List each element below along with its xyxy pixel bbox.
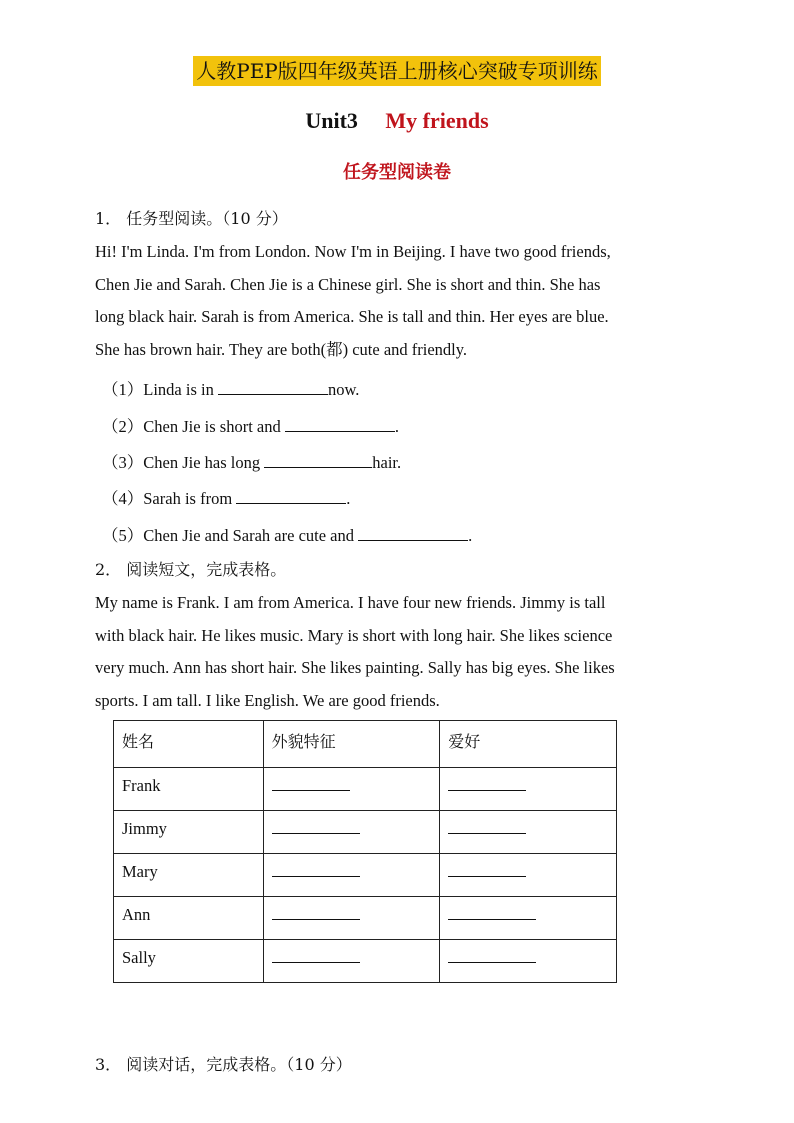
unit-label: Unit3 (305, 108, 358, 133)
question-1-passage (95, 236, 695, 366)
answer-blank[interactable] (448, 790, 526, 791)
table-row (114, 854, 617, 897)
hobby-cell[interactable] (440, 897, 617, 940)
answer-blank[interactable] (448, 876, 526, 877)
passage-line: with black hair. He likes music. Mary is short with long hair. She likes science (95, 625, 613, 645)
answer-blank[interactable] (218, 380, 328, 395)
row-name: Ann (114, 897, 264, 940)
appearance-cell[interactable] (263, 897, 440, 940)
answer-blank[interactable] (448, 919, 536, 920)
hobby-cell[interactable] (440, 811, 617, 854)
appearance-cell[interactable] (263, 811, 440, 854)
item-text: （1）Linda is in (102, 380, 218, 399)
answer-blank[interactable] (272, 962, 360, 963)
question-1-item-3 (102, 449, 401, 473)
page-title-text: 人教PEP版四年级英语上册核心突破专项训练 (193, 56, 601, 86)
appearance-cell[interactable] (263, 768, 440, 811)
passage-line: Hi! I'm Linda. I'm from London. Now I'm in Beijing. I have two good friends, (95, 242, 611, 261)
answer-blank[interactable] (236, 489, 346, 504)
header-name: 姓名 (114, 721, 264, 768)
answer-blank[interactable] (272, 919, 360, 920)
hobby-cell[interactable] (440, 768, 617, 811)
item-text: . (346, 489, 351, 508)
item-text: . (394, 417, 399, 436)
item-text: （3）Chen Jie has long (102, 453, 265, 472)
item-text: . (468, 526, 473, 545)
answer-table (113, 720, 617, 983)
item-text: hair. (372, 453, 402, 472)
unit-topic: My friends (385, 108, 489, 133)
row-name: Mary (114, 854, 264, 897)
appearance-cell[interactable] (263, 854, 440, 897)
section-subtitle: 任务型阅读卷 (343, 162, 451, 183)
table-row (114, 768, 617, 811)
header-hobby: 爱好 (440, 721, 617, 768)
passage-line: sports. I am tall. I like English. We are good friends. (95, 690, 440, 710)
item-text: （4）Sarah is from (102, 489, 237, 508)
question-1-item-5 (102, 522, 472, 546)
row-name: Jimmy (114, 811, 264, 854)
item-text: now. (327, 380, 360, 399)
passage-line: very much. Ann has short hair. She likes painting. Sally has big eyes. She likes (95, 658, 615, 677)
question-2-heading: 2． 阅读短文，完成表格。 (95, 560, 287, 579)
header-appearance: 外貌特征 (263, 721, 440, 768)
unit-title (0, 108, 794, 134)
passage-line: Chen Jie and Sarah. Chen Jie is a Chinese girl. She is short and thin. She has (95, 274, 601, 294)
hobby-cell[interactable] (440, 854, 617, 897)
item-text: （2）Chen Jie is short and (102, 417, 285, 436)
table-header-row (114, 721, 617, 768)
passage-line: She has brown hair. They are both(都) cute and friendly. (95, 339, 468, 359)
answer-blank[interactable] (272, 790, 350, 791)
question-1-item-2 (102, 413, 399, 437)
passage-line: My name is Frank. I am from America. I have four new friends. Jimmy is tall (95, 593, 606, 612)
question-3-heading: 3． 阅读对话，完成表格。（10 分） (95, 1055, 352, 1074)
appearance-cell[interactable] (263, 940, 440, 983)
answer-blank[interactable] (448, 833, 526, 834)
question-1-item-1 (102, 376, 359, 400)
answer-blank[interactable] (264, 453, 372, 468)
answer-blank[interactable] (358, 526, 468, 541)
row-name: Sally (114, 940, 264, 983)
answer-blank[interactable] (272, 876, 360, 877)
table-row (114, 811, 617, 854)
question-1-heading: 1． 任务型阅读。（10 分） (95, 209, 288, 228)
hobby-cell[interactable] (440, 940, 617, 983)
answer-blank[interactable] (272, 833, 360, 834)
question-1-item-4 (102, 485, 350, 509)
table-row (114, 940, 617, 983)
row-name: Frank (114, 768, 264, 811)
answer-blank[interactable] (448, 962, 536, 963)
page-title (0, 55, 794, 84)
passage-line: long black hair. Sarah is from America. She is tall and thin. Her eyes are blue. (95, 307, 609, 326)
answer-blank[interactable] (285, 417, 395, 432)
item-text: （5）Chen Jie and Sarah are cute and (102, 526, 359, 545)
table-row (114, 897, 617, 940)
question-2-passage (95, 587, 695, 717)
